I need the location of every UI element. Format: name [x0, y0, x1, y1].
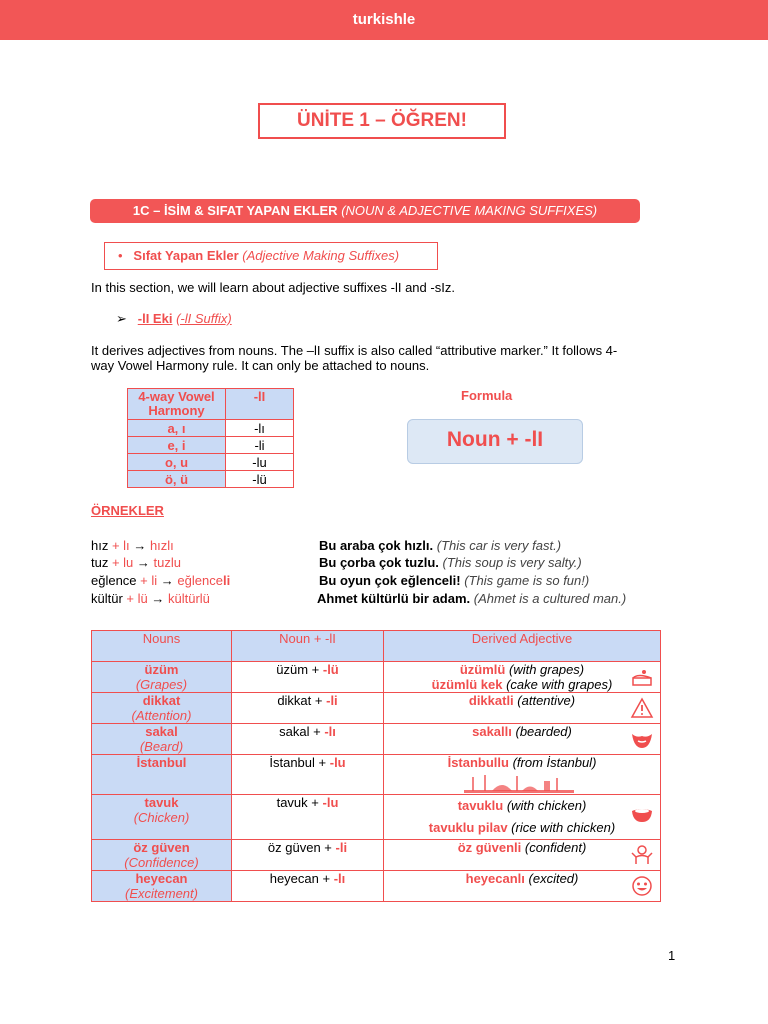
beard-icon	[630, 728, 654, 750]
vowel-harmony-table	[127, 388, 294, 488]
arrow-bullet-icon: ➢	[116, 311, 127, 326]
example-word: eğlence + li → eğlenceli	[91, 573, 231, 588]
table-header: Nouns	[92, 631, 232, 662]
harmony-row: o, u -lu	[128, 454, 294, 471]
arrow-icon: →	[133, 538, 147, 553]
arrow-icon: →	[151, 591, 165, 606]
harmony-header-left: 4-way Vowel Harmony	[128, 389, 226, 420]
suffix-heading	[116, 311, 232, 327]
intro-text: In this section, we will learn about adjective suffixes -lI and -sIz.	[91, 280, 455, 295]
formula-box: Noun + -lI	[407, 419, 583, 464]
harmony-row: ö, ü -lü	[128, 471, 294, 488]
table-row: sakal (Beard) sakal + -lı sakallı (bearded)	[92, 724, 661, 755]
excited-face-icon	[630, 875, 654, 897]
example-sentence: Bu oyun çok eğlenceli! (This game is so fun!)	[319, 573, 590, 588]
rice-bowl-icon	[630, 803, 654, 825]
derived-adjective-table	[91, 630, 661, 902]
unit-title: ÜNİTE 1 – ÖĞREN!	[258, 103, 506, 139]
example-word: hız + lı → hızlı	[91, 538, 174, 553]
table-row: heyecan (Excitement) heyecan + -lı heyecanlı (excited)	[92, 871, 661, 902]
suffix-heading-label: -lI Eki	[137, 311, 173, 326]
subsection-label-en: (Adjective Making Suffixes)	[242, 248, 400, 263]
formula-label: Formula	[461, 388, 513, 403]
table-row: tavuk (Chicken) tavuk + -lu tavuklu (with chicken) tavuklu pilav (rice with chicken)	[92, 795, 661, 840]
harmony-row: e, i -li	[128, 437, 294, 454]
section-label-en: (NOUN & ADJECTIVE MAKING SUFFIXES)	[341, 203, 598, 218]
example-sentence: Ahmet kültürlü bir adam. (Ahmet is a cultured man.)	[317, 591, 627, 606]
harmony-row: a, ı -lı	[128, 420, 294, 437]
bullet-icon: •	[118, 248, 123, 263]
section-label: 1C – İSİM & SIFAT YAPAN EKLER	[132, 203, 338, 218]
skyline-icon	[464, 773, 574, 793]
warning-icon	[630, 697, 654, 719]
table-header: Noun + -lI	[232, 631, 384, 662]
arrow-icon: →	[136, 555, 150, 570]
table-row: öz güven (Confidence) öz güven + -li öz güvenli (confident)	[92, 840, 661, 871]
subsection-heading	[104, 242, 438, 270]
page-number: 1	[668, 948, 676, 963]
description-line-2: way Vowel Harmony rule. It can only be attached to nouns.	[91, 358, 430, 373]
example-sentence: Bu araba çok hızlı. (This car is very fast.)	[319, 538, 562, 553]
description-line-1: It derives adjectives from nouns. The –lI suffix is also called “attributive marker.” It follows 4-	[91, 343, 618, 358]
top-banner	[0, 0, 768, 40]
section-heading	[90, 199, 640, 223]
suffix-heading-label-en: (-lI Suffix)	[176, 311, 232, 326]
harmony-header-right: -lI	[226, 389, 294, 420]
example-word: tuz + lu → tuzlu	[91, 555, 182, 570]
table-row: İstanbul İstanbul + -lu İstanbullu (from İstanbul)	[92, 755, 661, 795]
cake-icon	[630, 666, 654, 688]
table-row: dikkat (Attention) dikkat + -li dikkatli (attentive)	[92, 693, 661, 724]
table-row: üzüm (Grapes) üzüm + -lü üzümlü (with grapes) üzümlü kek (cake with grapes)	[92, 662, 661, 693]
example-sentence: Bu çorba çok tuzlu. (This soup is very salty.)	[319, 555, 582, 570]
table-header: Derived Adjective	[384, 631, 661, 662]
brand-logo: turkishle	[352, 11, 416, 28]
subsection-label: Sıfat Yapan Ekler	[133, 248, 239, 263]
confident-person-icon	[630, 844, 654, 866]
examples-heading: ÖRNEKLER	[91, 503, 164, 518]
example-word: kültür + lü → kültürlü	[91, 591, 210, 606]
arrow-icon: →	[160, 573, 174, 588]
